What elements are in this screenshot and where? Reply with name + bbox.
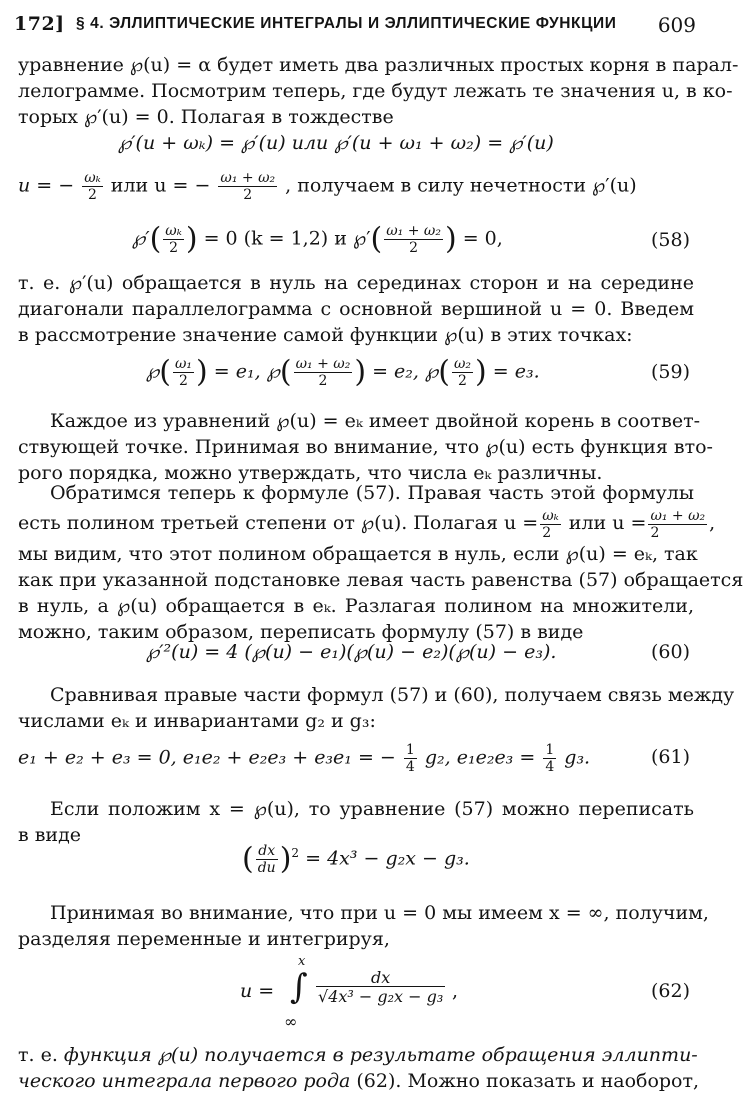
fraction-denominator: 2 xyxy=(163,239,184,256)
fraction-numerator: ωₖ xyxy=(84,170,101,186)
text-line: рого порядка, можно утверждать, что числа eₖ различны. xyxy=(18,462,603,484)
text-line: ствующей точке. Принимая во внимание, что ℘(u) есть функция вто- xyxy=(18,436,713,458)
fraction xyxy=(540,508,561,541)
equation-number: (62) xyxy=(650,980,690,1002)
equation-60: ℘′²(u) = 4 (℘(u) − e₁)(℘(u) − e₂)(℘(u) − e₃). xyxy=(146,641,557,663)
text-fragment: g₂, e₁e₂e₃ = xyxy=(424,746,536,769)
text-fragment: т. е. xyxy=(18,1044,58,1066)
section-title: § 4. ЭЛЛИПТИЧЕСКИЕ ИНТЕГРАЛЫ И ЭЛЛИПТИЧЕСКИЕ ФУНКЦИИ xyxy=(76,15,617,32)
text-line: в нуль, а ℘(u) обращается в eₖ. Разлагая полином на множители, xyxy=(18,594,694,617)
equation-62 xyxy=(240,954,470,1031)
fraction-numerator: ω₁ xyxy=(174,356,192,372)
left-paren: ( xyxy=(242,841,254,877)
fraction-denominator: 2 xyxy=(82,186,103,203)
equation-58 xyxy=(132,223,503,256)
fraction xyxy=(648,508,707,541)
fraction-denominator: 2 xyxy=(540,524,561,541)
fraction-numerator: ω₁ + ω₂ xyxy=(220,170,276,186)
text-line: лелограмме. Посмотрим теперь, где будут лежать те значения u, в ко- xyxy=(18,80,733,102)
equation-59 xyxy=(146,356,540,389)
text-line: Обратимся теперь к формуле (57). Правая часть этой формулы xyxy=(50,482,694,504)
fraction-numerator: ω₂ xyxy=(453,356,471,372)
exponent: 2 xyxy=(291,846,300,861)
fraction-denominator: 2 xyxy=(648,524,707,541)
fraction-numerator: 1 xyxy=(405,742,415,758)
integral-lower-limit: ∞ xyxy=(284,1012,298,1031)
text-line: Принимая во внимание, что при u = 0 мы имеем x = ∞, получим, xyxy=(50,902,709,924)
paragraph-7 xyxy=(18,900,709,952)
fraction xyxy=(452,356,473,389)
text-fragment: g₃. xyxy=(564,746,591,769)
fraction-numerator: dx xyxy=(371,968,391,987)
text-line: разделяя переменные и интегрируя, xyxy=(18,928,390,950)
text-fragment: есть полином третьей степени от ℘(u). Полагая u = xyxy=(18,512,539,534)
right-paren: ) xyxy=(475,354,487,390)
fraction xyxy=(218,170,277,203)
text-fragment: u = − xyxy=(18,174,75,197)
fraction-numerator: 1 xyxy=(545,742,555,758)
text-fragment: ℘ xyxy=(146,360,160,383)
right-paren: ) xyxy=(444,221,457,257)
fraction xyxy=(543,742,556,775)
left-paren: ( xyxy=(149,221,162,257)
fraction-denominator: √4x³ − g₂x − g₃ xyxy=(318,987,444,1006)
fraction-numerator: dx xyxy=(258,843,276,859)
text-line: Каждое из уравнений ℘(u) = eₖ имеет двойной корень в соответ- xyxy=(50,410,701,432)
left-paren: ( xyxy=(438,354,450,390)
text-fragment: = e₃. xyxy=(492,360,540,383)
fraction xyxy=(163,223,184,256)
text-line: как при указанной подстановке левая часть равенства (57) обращается xyxy=(18,568,743,591)
right-paren: ) xyxy=(354,354,367,390)
running-head xyxy=(14,13,696,39)
text-line: в виде xyxy=(18,824,82,846)
fraction-numerator: ω₁ + ω₂ xyxy=(650,507,706,524)
text-line: торых ℘′(u) = 0. Полагая в тождестве xyxy=(18,106,394,128)
integral-upper-limit: x xyxy=(298,954,306,969)
integral-sign: ∫ xyxy=(290,967,308,1007)
text-line: Если положим x = ℘(u), то уравнение (57) можно переписать xyxy=(50,798,694,820)
right-paren: ) xyxy=(279,841,292,877)
right-paren: ) xyxy=(196,354,208,390)
equation-number: (60) xyxy=(650,641,690,663)
fraction xyxy=(404,742,417,775)
text-fragment: = e₁, ℘ xyxy=(213,360,280,383)
fraction xyxy=(294,356,353,389)
text-line xyxy=(18,1068,700,1094)
left-paren: ( xyxy=(279,354,292,390)
text-line: можно, таким образом, переписать формулу (57) в виде xyxy=(18,620,584,643)
fraction xyxy=(256,843,278,876)
text-line xyxy=(18,1042,698,1068)
fraction xyxy=(82,170,103,203)
text-line: диагонали параллелограмма с основной вершиной u = 0. Введем xyxy=(18,298,694,320)
page-label: 172] xyxy=(14,13,65,35)
fraction xyxy=(384,223,443,256)
fraction-denominator: 2 xyxy=(384,239,443,256)
paragraph-3 xyxy=(18,408,713,486)
text-line: числами eₖ и инвариантами g₂ и g₃: xyxy=(18,710,376,732)
text-line: мы видим, что этот полином обращается в нуль, если ℘(u) = eₖ, так xyxy=(18,542,698,565)
text-fragment: = e₂, ℘ xyxy=(372,360,439,383)
text-fragment: = 0, xyxy=(462,227,503,250)
text-fragment: ℘′ xyxy=(132,227,150,250)
paragraph-1 xyxy=(18,52,739,130)
equation-61 xyxy=(18,742,590,775)
equation-derivative xyxy=(242,843,470,876)
fraction-denominator: 2 xyxy=(173,372,194,389)
paragraph-8 xyxy=(18,1042,700,1094)
text-fragment: e₁ + e₂ + e₃ = 0, e₁e₂ + e₂e₃ + e₃e₁ = − xyxy=(18,746,396,769)
left-paren: ( xyxy=(159,354,171,390)
fraction-denominator: 2 xyxy=(452,372,473,389)
text-fragment: , xyxy=(452,980,459,1002)
fraction-denominator: 4 xyxy=(405,759,415,775)
text-fragment: , получаем в силу нечетности ℘′(u) xyxy=(285,174,637,197)
fraction-denominator: 2 xyxy=(218,186,277,203)
italic-text: функция ℘(u) получается в результате обращения эллипти- xyxy=(63,1044,698,1066)
text-fragment: = 0 (k = 1,2) и ℘′ xyxy=(203,227,371,250)
paragraph-2 xyxy=(18,270,694,348)
right-paren: ) xyxy=(185,221,198,257)
text-line: в рассмотрение значение самой функции ℘(u) в этих точках: xyxy=(18,324,633,346)
fraction-denominator: du xyxy=(257,860,276,876)
fraction xyxy=(173,356,194,389)
left-paren: ( xyxy=(370,221,383,257)
fraction-denominator: 4 xyxy=(545,759,555,775)
paragraph-6 xyxy=(18,796,694,848)
text-fragment: = 4x³ − g₂x − g₃. xyxy=(305,847,470,870)
fraction-numerator: ω₁ + ω₂ xyxy=(386,223,441,239)
text-fragment: (62). Можно показать и наоборот, xyxy=(356,1070,700,1092)
substitution-line xyxy=(18,170,637,203)
fraction-denominator: 2 xyxy=(294,372,353,389)
paragraph-4 xyxy=(18,480,743,645)
equation-number: (58) xyxy=(650,229,690,251)
equation-number: (61) xyxy=(650,746,690,768)
fraction-numerator: ωₖ xyxy=(542,507,559,524)
fraction-numerator: ωₖ xyxy=(165,223,182,239)
fraction-numerator: ω₁ + ω₂ xyxy=(295,356,351,372)
fraction xyxy=(316,970,445,1005)
page-number: 609 xyxy=(657,13,696,37)
text-fragment: u = xyxy=(240,980,275,1002)
equation-identity: ℘′(u + ωₖ) = ℘′(u) или ℘′(u + ω₁ + ω₂) = ℘′(u) xyxy=(118,132,554,154)
italic-text: ческого интеграла первого рода xyxy=(18,1070,351,1092)
text-fragment: , xyxy=(709,512,716,534)
text-fragment: или u = xyxy=(568,512,647,534)
text-line: т. е. ℘′(u) обращается в нуль на серединах сторон и на середине xyxy=(18,272,694,294)
text-fragment: или u = − xyxy=(110,174,211,197)
paragraph-5 xyxy=(18,682,735,734)
equation-number: (59) xyxy=(650,361,690,383)
text-line: уравнение ℘(u) = α будет иметь два различных простых корня в парал- xyxy=(18,54,739,76)
text-line-with-fractions xyxy=(18,506,716,541)
text-line: Сравнивая правые части формул (57) и (60), получаем связь между xyxy=(50,684,735,706)
